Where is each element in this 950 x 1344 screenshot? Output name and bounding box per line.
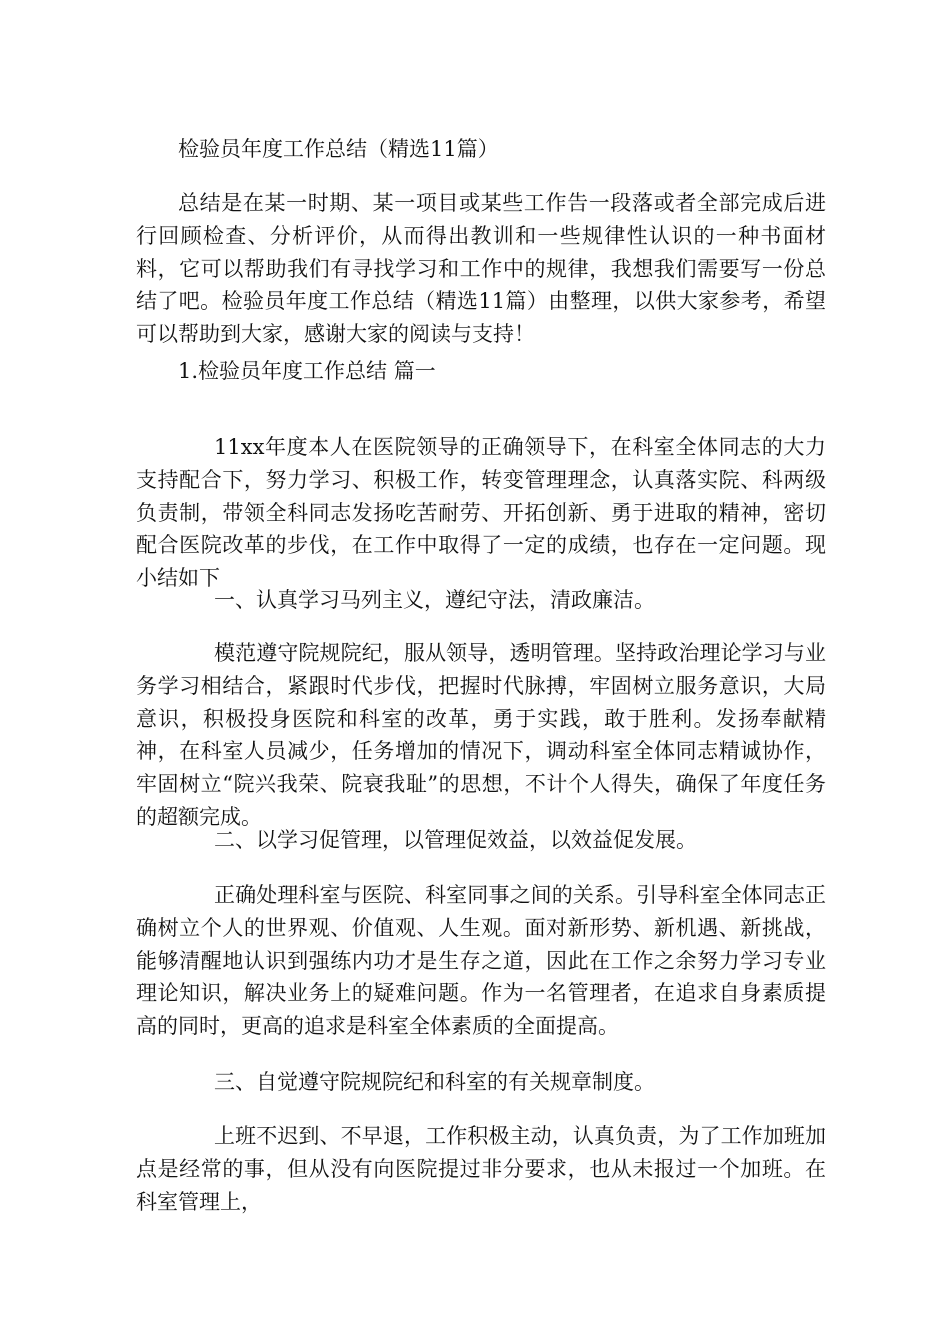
document-title: 检验员年度工作总结（精选11篇） — [178, 137, 499, 161]
section-body-2: 正确处理科室与医院、科室同事之间的关系。引导科室全体同志正确树立个人的世界观、价值观、人生观。面对新形势、新机遇、新挑战，能够清醒地认识到强练内功才是生存之道，因此在工作之余努力学习专业理论知识，解决业务上的疑难问题。作为一名管理者，在追求自身素质提高的同时，更高的追求是科室全体素质的全面提高。 — [136, 883, 826, 1039]
section-body-1: 模范遵守院规院纪，服从领导，透明管理。坚持政治理论学习与业务学习相结合，紧跟时代步伐，把握时代脉搏，牢固树立服务意识，大局意识，积极投身医院和科室的改革，勇于实践，敢于胜利。发扬奉献精神，在科室人员减少，任务增加的情况下，调动科室全体同志精诚协作，牢固树立“院兴我荣、院衰我耻”的思想，不计个人得失，确保了年度任务的超额完成。 — [136, 641, 826, 829]
section-heading-2: 二、以学习促管理，以管理促效益，以效益促发展。 — [214, 828, 697, 852]
body-paragraph-1: 11xx年度本人在医院领导的正确领导下，在科室全体同志的大力支持配合下，努力学习、积极工作，转变管理理念，认真落实院、科两级负责制，带领全科同志发扬吃苦耐劳、开拓创新、勇于进取的精神，密切配合医院改革的步伐，在工作中取得了一定的成绩，也存在一定问题。现小结如下 — [136, 435, 826, 591]
article-heading: 1.检验员年度工作总结 篇一 — [178, 359, 436, 383]
intro-paragraph: 总结是在某一时期、某一项目或某些工作告一段落或者全部完成后进行回顾检查、分析评价，从而得出教训和一些规律性认识的一种书面材料，它可以帮助我们有寻找学习和工作中的规律，我想我们需要写一份总结了吧。检验员年度工作总结（精选11篇）由整理，以供大家参考，希望可以帮助到大家，感谢大家的阅读与支持！ — [136, 191, 826, 347]
section-heading-1: 一、认真学习马列主义，遵纪守法，清政廉洁。 — [214, 588, 655, 612]
section-heading-3: 三、自觉遵守院规院纪和科室的有关规章制度。 — [214, 1070, 655, 1094]
section-body-3: 上班不迟到、不早退，工作积极主动，认真负责，为了工作加班加点是经常的事，但从没有向医院提过非分要求，也从未报过一个加班。在科室管理上， — [136, 1124, 826, 1214]
